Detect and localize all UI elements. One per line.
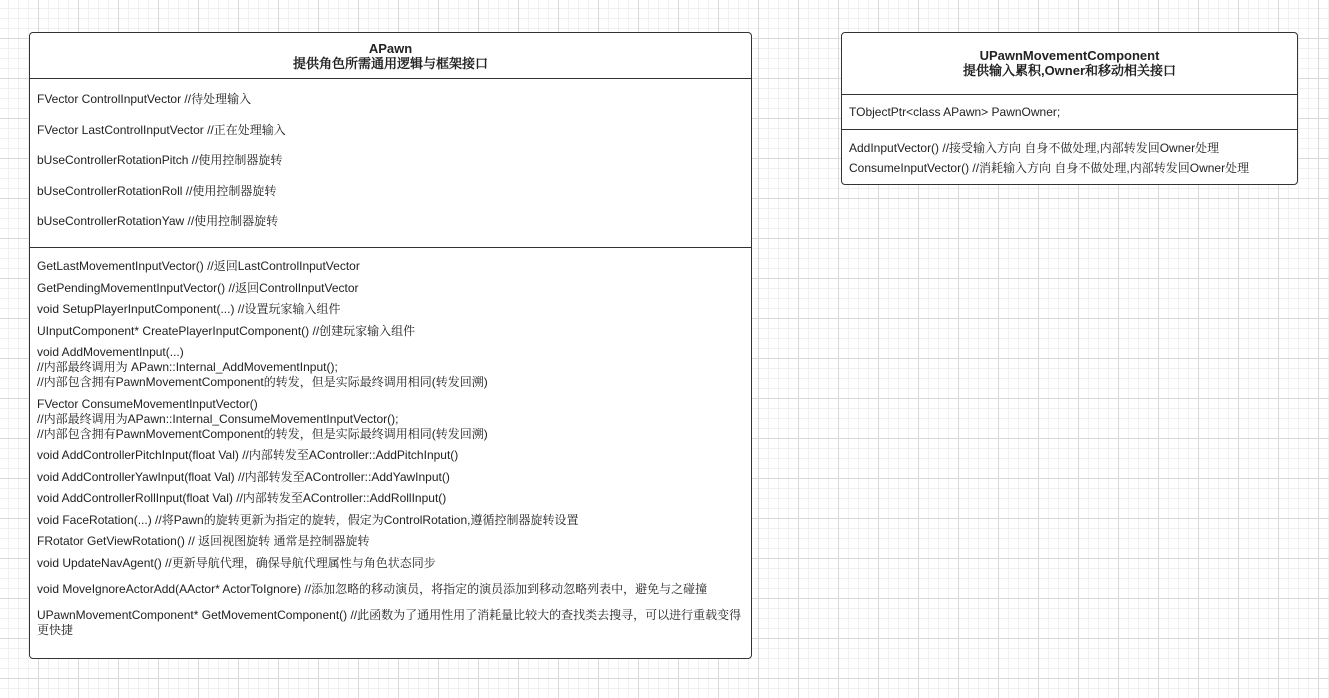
- attribute-row: TObjectPtr<class APawn> PawnOwner;: [849, 105, 1061, 119]
- upmc-class-description: 提供输入累积,Owner和移动相关接口: [962, 63, 1177, 78]
- attribute-row: FVector ControlInputVector //待处理输入: [37, 92, 252, 106]
- apawn-class-header: [30, 33, 751, 79]
- upmc-attributes: [842, 95, 1297, 130]
- method-row: void SetupPlayerInputComponent(...) //设置玩家输入组件: [37, 302, 341, 316]
- method-row: GetPendingMovementInputVector() //返回ControlInputVector: [37, 280, 359, 295]
- apawn-class-name: APawn: [368, 41, 413, 56]
- attribute-row: bUseControllerRotationRoll //使用控制器旋转: [37, 183, 277, 198]
- method-row: void AddControllerRollInput(float Val) //内部转发至AController::AddRollInput(): [37, 491, 447, 505]
- attribute-row: FVector LastControlInputVector //正在处理输入: [37, 122, 286, 137]
- upmc-class-name: UPawnMovementComponent: [979, 48, 1160, 63]
- method-row: void MoveIgnoreActorAdd(AActor* ActorToIgnore) //添加忽略的移动演员，将指定的演员添加到移动忽略列表中，避免与之碰撞: [37, 581, 708, 596]
- upawnmovementcomponent-class-box[interactable]: [841, 32, 1298, 185]
- apawn-class-description: 提供角色所需通用逻辑与框架接口: [292, 56, 488, 71]
- apawn-class-box[interactable]: [29, 32, 752, 659]
- upmc-class-header: [842, 33, 1297, 95]
- method-row: void AddControllerPitchInput(float Val) //内部转发至AController::AddPitchInput(): [37, 448, 459, 462]
- method-row: void UpdateNavAgent() //更新导航代理，确保导航代理属性与角色状态同步: [37, 555, 436, 570]
- attribute-row: bUseControllerRotationYaw //使用控制器旋转: [37, 214, 279, 228]
- upmc-methods: [842, 130, 1297, 178]
- attribute-row: bUseControllerRotationPitch //使用控制器旋转: [37, 153, 283, 167]
- method-row: AddInputVector() //接受输入方向 自身不做处理,内部转发回Owner处理: [849, 141, 1220, 155]
- method-row: void FaceRotation(...) //将Pawn的旋转更新为指定的旋转，假定为ControlRotation,遵循控制器旋转设置: [37, 512, 579, 527]
- method-row: FRotator GetViewRotation() // 返回视图旋转 通常是控制器旋转: [37, 534, 370, 548]
- method-row: FVector ConsumeMovementInputVector() //内部最终调用为APawn::Internal_ConsumeMovementInputVector(); //内部包含拥有PawnMovementComponent的转发，但是实际最终调用相同(转发回溯): [37, 396, 488, 441]
- method-row: void AddMovementInput(...) //内部最终调用为 APawn::Internal_AddMovementInput(); //内部包含拥有PawnMovementComponent的转发，但是实际最终调用相同(转发回溯): [37, 345, 488, 389]
- method-row: UPawnMovementComponent* GetMovementComponent() //此函数为了通用性用了消耗量比较大的查找类去搜寻，可以进行重载变得更快捷: [37, 607, 742, 637]
- method-row: GetLastMovementInputVector() //返回LastControlInputVector: [37, 259, 360, 273]
- method-row: UInputComponent* CreatePlayerInputComponent() //创建玩家输入组件: [37, 323, 416, 338]
- apawn-methods: [30, 248, 751, 638]
- apawn-attributes: [30, 79, 751, 248]
- method-row: ConsumeInputVector() //消耗输入方向 自身不做处理,内部转发回Owner处理: [849, 161, 1250, 175]
- method-row: void AddControllerYawInput(float Val) //内部转发至AController::AddYawInput(): [37, 469, 450, 484]
